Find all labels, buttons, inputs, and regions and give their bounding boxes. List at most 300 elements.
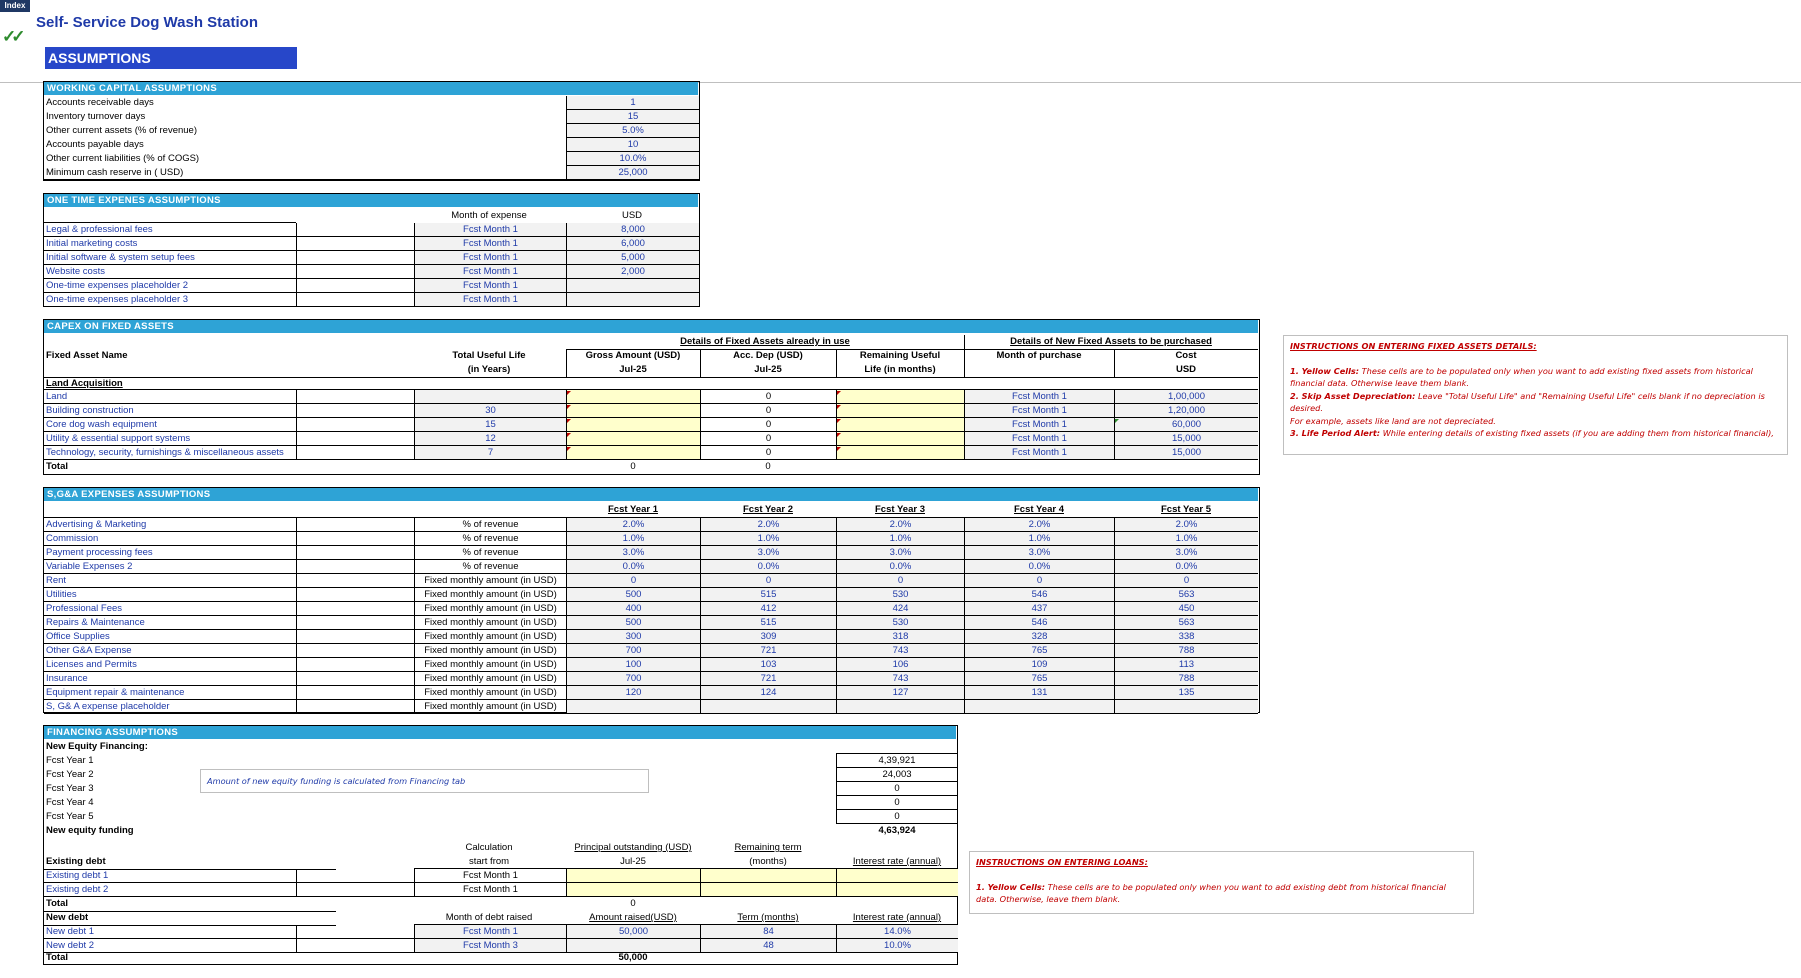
new-debt-month[interactable]: Fcst Month 1	[414, 925, 566, 939]
gross-amount-input[interactable]	[566, 390, 700, 404]
interest-rate-input[interactable]	[836, 869, 958, 883]
blank-cell	[296, 588, 414, 602]
sga-expense-label[interactable]: Insurance	[46, 673, 88, 684]
one-time-expense-month[interactable]: Fcst Month 1	[414, 265, 566, 279]
sga-basis: Fixed monthly amount (in USD)	[414, 700, 566, 714]
sga-basis: % of revenue	[414, 546, 566, 560]
sga-expense-label[interactable]: Equipment repair & maintenance	[46, 687, 185, 698]
sga-value-cell[interactable]: 3.0%	[964, 546, 1114, 560]
col-month-raised: Month of debt raised	[445, 912, 533, 923]
sga-value-cell[interactable]: 120	[566, 686, 700, 700]
sga-value-cell[interactable]: 2.0%	[836, 518, 964, 532]
col-acc-dep-date: Jul-25	[754, 364, 782, 375]
fixed-asset-name[interactable]: Land	[46, 391, 68, 402]
remaining-term-input[interactable]	[700, 869, 836, 883]
sga-expense-label[interactable]: Professional Fees	[46, 603, 123, 614]
one-time-expense-month[interactable]: Fcst Month 1	[414, 251, 566, 265]
sga-value-cell[interactable]: 530	[836, 616, 964, 630]
blank-cell	[296, 418, 414, 432]
section-header: CAPEX ON FIXED ASSETS	[44, 320, 1258, 333]
equity-year-value: 0	[836, 796, 958, 810]
sga-value-cell[interactable]: 1.0%	[1114, 532, 1258, 546]
sga-basis: Fixed monthly amount (in USD)	[414, 658, 566, 672]
sga-basis: Fixed monthly amount (in USD)	[414, 686, 566, 700]
new-debt-label[interactable]: New debt 2	[46, 940, 95, 951]
blank-cell	[296, 279, 414, 293]
capex-total-gross: 0	[630, 461, 636, 472]
sga-expense-label[interactable]: Other G&A Expense	[46, 645, 132, 656]
one-time-expense-usd[interactable]: 6,000	[566, 237, 699, 251]
useful-life-cell[interactable]: 30	[414, 404, 566, 418]
sga-value-cell[interactable]: 124	[700, 686, 836, 700]
blank-cell	[296, 939, 414, 953]
sga-value-cell[interactable]: 309	[700, 630, 836, 644]
sga-expense-label[interactable]: Office Supplies	[46, 631, 110, 642]
wc-row-value[interactable]: 5.0%	[566, 124, 699, 138]
sga-value-cell[interactable]: 765	[964, 644, 1114, 658]
existing-debt-label[interactable]: Existing debt 1	[46, 870, 109, 881]
sga-expense-label[interactable]: S, G& A expense placeholder	[46, 701, 170, 712]
sga-value-cell[interactable]: 788	[1114, 672, 1258, 686]
assumptions-header: ASSUMPTIONS	[45, 47, 297, 69]
sga-value-cell[interactable]: 412	[700, 602, 836, 616]
existing-debt-label[interactable]: Existing debt 2	[46, 884, 109, 895]
sga-expense-label[interactable]: Variable Expenses 2	[46, 561, 133, 572]
col-month-of-purchase: Month of purchase	[996, 350, 1082, 361]
fixed-asset-name[interactable]: Utility & essential support systems	[46, 433, 191, 444]
one-time-expense-month[interactable]: Fcst Month 1	[414, 237, 566, 251]
new-debt-month[interactable]: Fcst Month 3	[414, 939, 566, 953]
existing-total-value: 0	[630, 898, 636, 909]
col-useful-life: Total Useful Life	[452, 350, 526, 361]
cost-cell[interactable]: 60,000	[1114, 418, 1258, 432]
one-time-expense-label[interactable]: One-time expenses placeholder 3	[46, 294, 189, 305]
sga-value-cell[interactable]	[1114, 700, 1258, 714]
principal-input[interactable]	[566, 883, 700, 897]
new-debt-amount[interactable]: 50,000	[566, 925, 700, 939]
cost-cell[interactable]: 15,000	[1114, 446, 1258, 460]
one-time-expense-usd[interactable]	[566, 293, 699, 307]
equity-year-value: 24,003	[836, 768, 958, 782]
col-fixed-asset-name: Fixed Asset Name	[46, 350, 128, 361]
sga-value-cell[interactable]: 400	[566, 602, 700, 616]
sga-value-cell[interactable]: 546	[964, 616, 1114, 630]
new-debt-top-rule	[414, 924, 958, 925]
sga-value-cell[interactable]: 743	[836, 672, 964, 686]
sga-value-cell[interactable]: 563	[1114, 616, 1258, 630]
instruction-life-period: 3. Life Period Alert: While entering details of existing fixed assets (if you are adding them from historical financial),	[1290, 428, 1774, 438]
blank-cell	[296, 251, 414, 265]
existing-row-rule	[44, 896, 296, 897]
sga-expense-label[interactable]: Licenses and Permits	[46, 659, 137, 670]
wc-row-label: Inventory turnover days	[46, 111, 146, 122]
useful-life-cell[interactable]: 15	[414, 418, 566, 432]
sga-value-cell[interactable]	[700, 700, 836, 714]
one-time-expense-month[interactable]: Fcst Month 1	[414, 223, 566, 237]
equity-year-label: Fcst Year 3	[46, 783, 94, 794]
sga-value-cell[interactable]: 721	[700, 644, 836, 658]
one-time-row-rule	[44, 292, 296, 293]
fixed-assets-instructions	[1283, 335, 1788, 455]
sga-value-cell[interactable]	[964, 700, 1114, 714]
blank-cell	[296, 574, 414, 588]
page-title: Self- Service Dog Wash Station	[36, 14, 258, 31]
wc-row-value[interactable]: 25,000	[566, 166, 699, 180]
col-remaining-life: Remaining Useful	[859, 350, 941, 361]
remaining-life-input[interactable]	[836, 418, 964, 432]
sga-value-cell[interactable]: 3.0%	[566, 546, 700, 560]
sga-value-cell[interactable]: 3.0%	[700, 546, 836, 560]
purchase-month-cell[interactable]: Fcst Month 1	[964, 418, 1114, 432]
remaining-term-input[interactable]	[700, 883, 836, 897]
capex-total-label: Total	[46, 461, 68, 472]
sga-value-cell[interactable]: 2.0%	[964, 518, 1114, 532]
existing-total-label: Total	[46, 898, 68, 909]
sga-value-cell[interactable]: 0.0%	[566, 560, 700, 574]
sga-row-rule	[44, 713, 296, 714]
acc-dep-cell: 0	[700, 418, 836, 432]
new-debt-total-label: Total	[46, 952, 68, 963]
sga-value-cell[interactable]: 131	[964, 686, 1114, 700]
interest-rate-input[interactable]	[836, 883, 958, 897]
sga-value-cell[interactable]: 700	[566, 672, 700, 686]
sga-value-cell[interactable]: 2.0%	[566, 518, 700, 532]
gross-amount-input[interactable]	[566, 432, 700, 446]
sga-value-cell[interactable]: 1.0%	[700, 532, 836, 546]
col-gross-amount: Gross Amount (USD)	[585, 350, 681, 361]
equity-top-rule	[836, 753, 958, 754]
blank-cell	[296, 265, 414, 279]
comment-marker	[567, 391, 571, 395]
comment-marker	[837, 405, 841, 409]
col-calculation: Calculation	[465, 842, 513, 853]
sga-value-cell[interactable]: 765	[964, 672, 1114, 686]
equity-note: Amount of new equity funding is calculated from Financing tab	[200, 769, 649, 793]
equity-year-value: 0	[836, 782, 958, 796]
sga-basis: % of revenue	[414, 560, 566, 574]
principal-input[interactable]	[566, 869, 700, 883]
index-tab[interactable]: Index	[0, 0, 30, 12]
blank-cell	[296, 446, 414, 460]
section-header: WORKING CAPITAL ASSUMPTIONS	[44, 82, 698, 95]
one-time-expense-label[interactable]: Initial software & system setup fees	[46, 252, 195, 263]
sga-value-cell[interactable]: 3.0%	[1114, 546, 1258, 560]
sga-value-cell[interactable]: 515	[700, 588, 836, 602]
blank-cell	[296, 686, 414, 700]
sga-value-cell[interactable]	[566, 700, 700, 714]
capex-row-rule	[44, 445, 296, 446]
sga-value-cell[interactable]: 2.0%	[1114, 518, 1258, 532]
sga-value-cell[interactable]: 515	[700, 616, 836, 630]
sga-value-cell[interactable]: 0	[700, 574, 836, 588]
sga-value-cell[interactable]: 135	[1114, 686, 1258, 700]
wc-row-value[interactable]: 10	[566, 138, 699, 152]
sga-value-cell[interactable]: 437	[964, 602, 1114, 616]
blank-cell	[296, 869, 414, 883]
equity-year-value: 4,39,921	[836, 754, 958, 768]
sga-expense-label[interactable]: Advertising & Marketing	[46, 519, 147, 530]
sga-value-cell[interactable]: 2.0%	[700, 518, 836, 532]
remaining-life-input[interactable]	[836, 432, 964, 446]
sga-value-cell[interactable]: 500	[566, 588, 700, 602]
purchase-month-cell[interactable]: Fcst Month 1	[964, 404, 1114, 418]
comment-marker	[837, 391, 841, 395]
col-month-of-expense: Month of expense	[451, 210, 527, 221]
one-time-expenses-section	[43, 193, 700, 307]
blank-cell	[296, 672, 414, 686]
sga-value-cell[interactable]: 0.0%	[700, 560, 836, 574]
col-gross-date: Jul-25	[619, 364, 647, 375]
sga-value-cell[interactable]: 530	[836, 588, 964, 602]
one-time-row-rule	[44, 250, 296, 251]
group-existing-assets: Details of Fixed Assets already in use	[680, 336, 850, 347]
acc-dep-cell: 0	[700, 404, 836, 418]
wc-row-value[interactable]: 1	[566, 96, 699, 110]
comment-marker	[567, 405, 571, 409]
sga-value-cell[interactable]: 127	[836, 686, 964, 700]
sga-basis: Fixed monthly amount (in USD)	[414, 630, 566, 644]
blank-cell	[296, 223, 414, 237]
col-cost-unit: USD	[1175, 364, 1197, 375]
existing-debt-start[interactable]: Fcst Month 1	[414, 883, 566, 897]
blank-cell	[296, 532, 414, 546]
purchase-month-cell[interactable]: Fcst Month 1	[964, 390, 1114, 404]
new-debt-total-value: 50,000	[618, 952, 648, 963]
one-time-row-rule	[44, 264, 296, 265]
one-time-expense-month[interactable]: Fcst Month 1	[414, 293, 566, 307]
equity-year-label: Fcst Year 2	[46, 769, 94, 780]
col-interest-new: Interest rate (annual)	[852, 912, 942, 923]
col-remaining-life-unit: Life (in months)	[864, 364, 936, 375]
new-equity-funding-label: New equity funding	[46, 825, 134, 836]
comment-marker	[837, 447, 841, 451]
gross-amount-input[interactable]	[566, 446, 700, 460]
acc-dep-cell: 0	[700, 446, 836, 460]
blank-cell	[296, 700, 414, 714]
financing-section	[43, 725, 958, 965]
cost-cell[interactable]: 15,000	[1114, 432, 1258, 446]
cost-cell[interactable]: 1,20,000	[1114, 404, 1258, 418]
col-cost: Cost	[1175, 350, 1197, 361]
gross-amount-input[interactable]	[566, 418, 700, 432]
sga-basis: Fixed monthly amount (in USD)	[414, 602, 566, 616]
sga-expense-label[interactable]: Repairs & Maintenance	[46, 617, 145, 628]
sga-value-cell[interactable]: 0	[566, 574, 700, 588]
comment-marker	[567, 447, 571, 451]
existing-debt-title: Existing debt	[46, 856, 106, 867]
wc-row-label: Minimum cash reserve in ( USD)	[46, 167, 184, 178]
new-debt-row-rule	[44, 952, 296, 953]
land-acquisition-label: Land Acquisition	[46, 378, 123, 389]
sga-value-cell[interactable]: 0.0%	[1114, 560, 1258, 574]
sga-expense-label[interactable]: Payment processing fees	[46, 547, 153, 558]
blank-cell	[296, 925, 414, 939]
new-debt-label[interactable]: New debt 1	[46, 926, 95, 937]
sga-value-cell[interactable]: 788	[1114, 644, 1258, 658]
one-time-expense-usd[interactable]	[566, 279, 699, 293]
existing-debt-start[interactable]: Fcst Month 1	[414, 869, 566, 883]
comment-marker	[837, 419, 841, 423]
sga-expense-label[interactable]: Commission	[46, 533, 99, 544]
wc-row-label: Accounts payable days	[46, 139, 144, 150]
sga-year-header: Fcst Year 3	[874, 504, 925, 515]
sga-value-cell[interactable]: 0.0%	[964, 560, 1114, 574]
capex-row-rule	[44, 431, 296, 432]
sga-value-cell[interactable]: 1.0%	[566, 532, 700, 546]
working-capital-section	[43, 81, 700, 181]
one-time-expense-label[interactable]: Website costs	[46, 266, 105, 277]
wc-row-label: Accounts receivable days	[46, 97, 154, 108]
new-equity-title: New Equity Financing:	[46, 741, 148, 752]
sga-value-cell[interactable]: 500	[566, 616, 700, 630]
sga-basis: % of revenue	[414, 518, 566, 532]
sga-basis: Fixed monthly amount (in USD)	[414, 588, 566, 602]
cost-cell[interactable]: 1,00,000	[1114, 390, 1258, 404]
col-remaining-term: Remaining term	[734, 842, 802, 853]
sga-value-cell[interactable]: 338	[1114, 630, 1258, 644]
blank-cell	[296, 658, 414, 672]
blank-cell	[296, 237, 414, 251]
one-time-expense-label[interactable]: Legal & professional fees	[46, 224, 153, 235]
sga-value-cell[interactable]: 0	[964, 574, 1114, 588]
fixed-asset-name[interactable]: Core dog wash equipment	[46, 419, 157, 430]
sga-value-cell[interactable]: 0	[836, 574, 964, 588]
useful-life-cell[interactable]: 7	[414, 446, 566, 460]
acc-dep-cell: 0	[700, 390, 836, 404]
col-term: Term (months)	[737, 912, 799, 923]
sga-value-cell[interactable]: 721	[700, 672, 836, 686]
new-debt-term[interactable]: 48	[700, 939, 836, 953]
sga-value-cell[interactable]: 546	[964, 588, 1114, 602]
sga-basis: % of revenue	[414, 532, 566, 546]
blank-cell	[296, 404, 414, 418]
sga-basis: Fixed monthly amount (in USD)	[414, 644, 566, 658]
sga-value-cell[interactable]: 109	[964, 658, 1114, 672]
one-time-expense-usd[interactable]: 2,000	[566, 265, 699, 279]
col-principal-date: Jul-25	[620, 856, 646, 867]
col-usd: USD	[621, 210, 643, 221]
sga-value-cell[interactable]: 743	[836, 644, 964, 658]
useful-life-cell[interactable]: 12	[414, 432, 566, 446]
acc-dep-cell: 0	[700, 432, 836, 446]
instruction-yellow-cells: 1. Yellow Cells: These cells are to be populated only when you want to add existing debt from historical financial data. Otherwise, leave them blank.	[976, 881, 1446, 904]
new-debt-rate[interactable]: 14.0%	[836, 925, 958, 939]
sga-year-header: Fcst Year 4	[1013, 504, 1064, 515]
group-new-assets: Details of New Fixed Assets to be purchased	[1010, 336, 1212, 347]
instructions-heading: INSTRUCTIONS ON ENTERING FIXED ASSETS DETAILS:	[1290, 341, 1537, 351]
new-debt-term[interactable]: 84	[700, 925, 836, 939]
double-check-icon: ✓✓	[2, 27, 21, 46]
instruction-land-example: For example, assets like land are not depreciated.	[1290, 415, 1496, 426]
fixed-asset-name[interactable]: Building construction	[46, 405, 134, 416]
comment-marker	[837, 433, 841, 437]
capex-row-top-rule	[44, 389, 1258, 390]
blank-cell	[296, 560, 414, 574]
one-time-row-rule	[44, 306, 296, 307]
wc-row-label: Other current liabilities (% of COGS)	[46, 153, 200, 164]
sga-value-cell[interactable]: 0.0%	[836, 560, 964, 574]
sga-value-cell[interactable]: 103	[700, 658, 836, 672]
sga-basis: Fixed monthly amount (in USD)	[414, 672, 566, 686]
sga-value-cell[interactable]: 3.0%	[836, 546, 964, 560]
sga-value-cell[interactable]: 318	[836, 630, 964, 644]
one-time-row-rule	[44, 236, 296, 237]
useful-life-cell[interactable]	[414, 390, 566, 404]
sga-value-cell[interactable]: 113	[1114, 658, 1258, 672]
remaining-life-input[interactable]	[836, 446, 964, 460]
sga-value-cell[interactable]: 1.0%	[964, 532, 1114, 546]
sga-value-cell[interactable]: 300	[566, 630, 700, 644]
capex-section	[43, 319, 1260, 475]
instruction-skip-depreciation: 2. Skip Asset Depreciation: Leave "Total Useful Life" and "Remaining Useful Life" cells blank if no depreciation is desired.	[1290, 390, 1765, 413]
instructions-heading: INSTRUCTIONS ON ENTERING LOANS:	[976, 857, 1148, 867]
col-useful-life-unit: (in Years)	[467, 364, 511, 375]
sga-value-cell[interactable]: 450	[1114, 602, 1258, 616]
fixed-asset-name[interactable]: Technology, security, furnishings & miscellaneous assets	[46, 447, 284, 458]
sga-expense-label[interactable]: Utilities	[46, 589, 77, 600]
one-time-expense-label[interactable]: Initial marketing costs	[46, 238, 138, 249]
sga-basis: Fixed monthly amount (in USD)	[414, 616, 566, 630]
sga-value-cell[interactable]: 563	[1114, 588, 1258, 602]
blank-cell	[296, 518, 414, 532]
loan-instructions	[969, 851, 1474, 914]
remaining-life-input[interactable]	[836, 390, 964, 404]
sga-value-cell[interactable]: 0	[1114, 574, 1258, 588]
sga-year-header: Fcst Year 1	[607, 504, 658, 515]
sga-value-cell[interactable]: 106	[836, 658, 964, 672]
comment-marker	[567, 433, 571, 437]
one-time-expense-month[interactable]: Fcst Month 1	[414, 279, 566, 293]
equity-year-value: 0	[836, 810, 958, 824]
sga-value-cell[interactable]	[836, 700, 964, 714]
blank-cell	[296, 616, 414, 630]
capex-row-rule	[44, 403, 296, 404]
new-debt-rate[interactable]: 10.0%	[836, 939, 958, 953]
one-time-expense-usd[interactable]: 8,000	[566, 223, 699, 237]
gross-amount-input[interactable]	[566, 404, 700, 418]
sga-value-cell[interactable]: 328	[964, 630, 1114, 644]
capex-row-rule	[44, 459, 296, 460]
wc-row-label: Other current assets (% of revenue)	[46, 125, 198, 136]
sga-section	[43, 487, 1260, 713]
blank-cell	[296, 293, 414, 307]
one-time-expense-usd[interactable]: 5,000	[566, 251, 699, 265]
sga-expense-label[interactable]: Rent	[46, 575, 67, 586]
blank-cell	[296, 602, 414, 616]
col-principal: Principal outstanding (USD)	[574, 842, 692, 853]
sga-value-cell[interactable]: 424	[836, 602, 964, 616]
sga-year-header: Fcst Year 2	[742, 504, 793, 515]
comment-marker	[1115, 419, 1119, 423]
purchase-month-cell[interactable]: Fcst Month 1	[964, 432, 1114, 446]
purchase-month-cell[interactable]: Fcst Month 1	[964, 446, 1114, 460]
wc-row-value[interactable]: 15	[566, 110, 699, 124]
comment-marker	[567, 419, 571, 423]
wc-bottom-rule	[44, 179, 566, 180]
new-equity-funding-value: 4,63,924	[878, 825, 916, 836]
blank-cell	[296, 883, 414, 897]
sga-value-cell[interactable]: 700	[566, 644, 700, 658]
one-time-expense-label[interactable]: One-time expenses placeholder 2	[46, 280, 189, 291]
sga-value-cell[interactable]: 1.0%	[836, 532, 964, 546]
col-acc-dep: Acc. Dep (USD)	[733, 350, 803, 361]
remaining-life-input[interactable]	[836, 404, 964, 418]
equity-year-label: Fcst Year 5	[46, 811, 94, 822]
sga-value-cell[interactable]: 100	[566, 658, 700, 672]
section-header: ONE TIME EXPENES ASSUMPTIONS	[44, 194, 698, 207]
wc-row-value[interactable]: 10.0%	[566, 152, 699, 166]
col-amount-raised: Amount raised(USD)	[589, 912, 677, 923]
